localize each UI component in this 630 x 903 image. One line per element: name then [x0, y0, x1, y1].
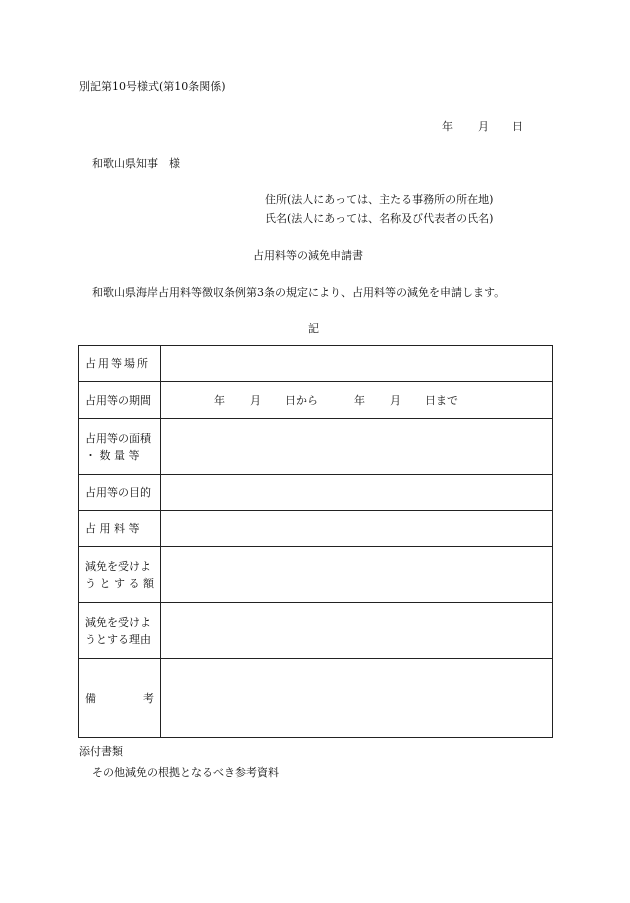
value-fee[interactable] [161, 511, 553, 547]
document-title: 占用料等の減免申請書 [253, 249, 363, 262]
date-year: 年 [442, 120, 453, 133]
value-purpose[interactable] [161, 475, 553, 511]
application-table [78, 345, 553, 738]
attachments-item: その他減免の根拠となるべき参考資料 [92, 766, 279, 779]
period-day-from: 日から [285, 394, 318, 407]
addressee: 和歌山県知事 様 [92, 157, 180, 170]
applicant-address-label: 住所(法人にあっては、主たる事務所の所在地) [265, 193, 494, 206]
applicant-name-label: 氏名(法人にあっては、名称及び代表者の氏名) [265, 212, 494, 225]
ki-heading: 記 [308, 322, 319, 335]
table-row-remarks [79, 659, 553, 738]
value-remarks[interactable] [161, 659, 553, 738]
label-period: 占用等の期間 [79, 382, 161, 419]
value-reduction-amount[interactable] [161, 547, 553, 603]
value-period[interactable] [161, 382, 553, 419]
period-year-from: 年 [214, 394, 225, 407]
body-text: 和歌山県海岸占用料等徴収条例第3条の規定により、占用料等の減免を申請します。 [92, 286, 506, 299]
table-row-area [79, 419, 553, 475]
period-month-from: 月 [250, 394, 261, 407]
table-row-location [79, 346, 553, 382]
period-day-to: 日まで [425, 394, 458, 407]
value-area[interactable] [161, 419, 553, 475]
label-remarks-left: 備 [85, 691, 96, 705]
period-year-to: 年 [354, 394, 365, 407]
label-remarks-right: 考 [143, 691, 154, 705]
table-row-reduction-amount [79, 547, 553, 603]
table-row-purpose [79, 475, 553, 511]
value-location[interactable] [161, 346, 553, 382]
table-row-reduction-reason [79, 603, 553, 659]
label-purpose: 占用等の目的 [79, 475, 161, 511]
label-area: 占用等の面積 ・ 数 量 等 [79, 419, 161, 475]
value-reduction-reason[interactable] [161, 603, 553, 659]
label-fee: 占 用 料 等 [79, 511, 161, 547]
form-number: 別記第10号様式(第10条関係) [79, 80, 226, 93]
label-reduction-reason: 減免を受けよ うとする理由 [79, 603, 161, 659]
label-location: 占用等場所 [79, 346, 161, 382]
date-month: 月 [478, 120, 489, 133]
period-month-to: 月 [390, 394, 401, 407]
label-reduction-amount: 減免を受けよ う と す る 額 [79, 547, 161, 603]
label-remarks [79, 659, 161, 738]
table-row-fee [79, 511, 553, 547]
attachments-heading: 添付書類 [79, 745, 123, 758]
date-day: 日 [512, 120, 523, 133]
table-row-period [79, 382, 553, 419]
